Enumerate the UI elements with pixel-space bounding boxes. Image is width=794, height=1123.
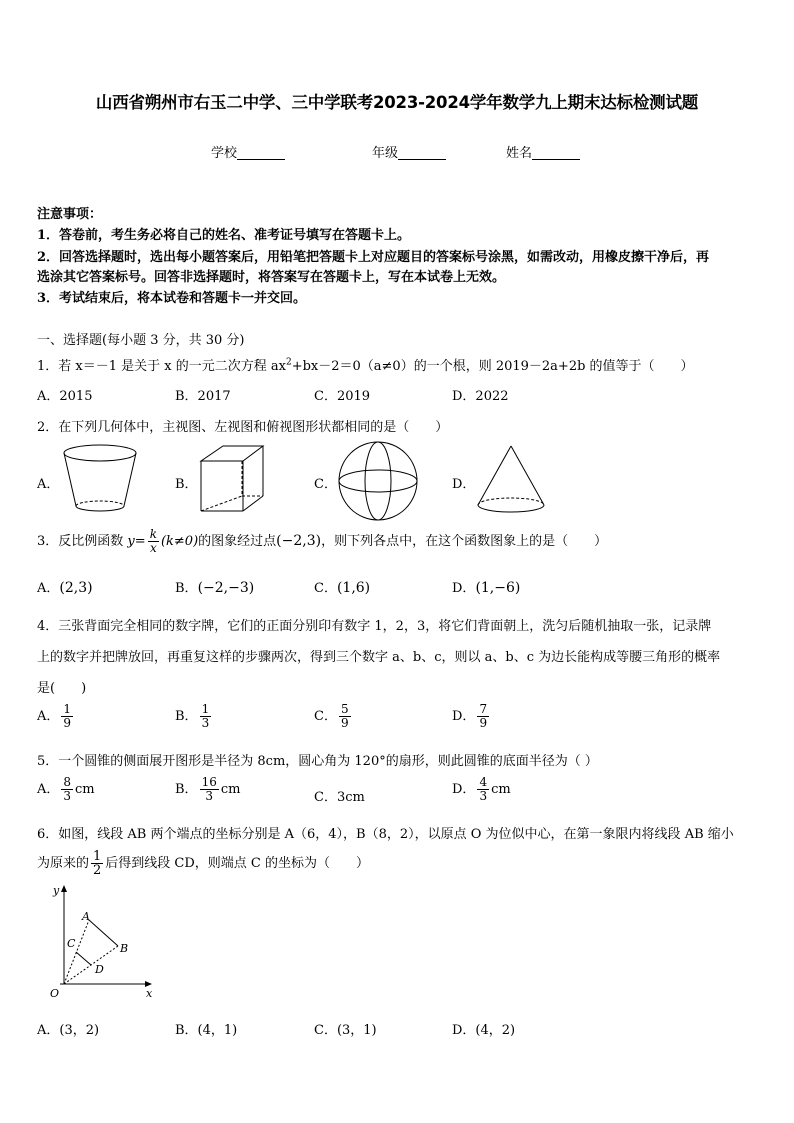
q1-sup: 2 [285,357,292,368]
q5-stem: 5．一个圆锥的侧面展开图形是半径为 8cm，圆心角为 120°的扇形，则此圆锥的底面半径为（ ） [37,754,598,769]
q6-frac [91,850,103,877]
q3-d-label: D． [452,581,476,596]
q5-d-unit: cm [491,782,511,797]
sphere-figure [334,441,422,523]
q6-line-2a: 为原来的 [37,856,90,871]
q4-option-c [314,703,353,730]
q3-option-d [452,577,520,596]
notice-item-3: 3．考试结束后，将本试卷和答题卡一并交回。 [37,291,307,306]
q3-b-label: B． [175,581,198,596]
q3-d-value: (1,−6) [475,580,521,596]
q4-a-den: 9 [63,716,72,730]
q3-fraction [148,528,159,555]
school-blank [237,145,285,160]
q6-den: 2 [93,863,102,878]
name-label: 姓名 [506,146,533,161]
q5-d-num: 4 [479,775,488,789]
q3-b-value: (−2,−3) [197,580,255,596]
q3-c-label: C． [314,581,337,596]
label-o: O [50,987,60,1000]
q4-line-3: 是( ) [37,681,87,696]
q6-num: 1 [93,849,102,864]
q4-a-num: 1 [63,702,72,716]
q6-line-2 [37,850,369,877]
q3-option-a [37,577,93,596]
q6-line-1: 6．如图，线段 AB 两个端点的坐标分别是 A（6，4），B（8，2），以原点 O 为位似中心，在第一象限内将线段 AB 缩小 [37,827,734,842]
q5-b-label: B． [175,782,198,797]
q5-a-label: A． [37,782,60,797]
label-x: x [146,987,153,1000]
prism-figure [196,443,276,515]
notice-item-2a: 2．回答选择题时，选出每小题答案后，用铅笔把答题卡上对应题目的答案标号涂黑，如需改动，用橡皮擦干净后，再 [37,250,710,265]
q3-stem-b: 的图象经过点 [198,534,277,549]
section-heading: 一、选择题(每小题 3 分，共 30 分) [37,333,245,348]
q3-stem [37,528,607,555]
q3-a-label: A． [37,581,60,596]
q5-b-den: 3 [205,789,214,803]
q4-a-label: A． [37,709,60,724]
q4-b-den: 3 [201,716,210,730]
q6-option-c: C．(3，1) [314,1023,377,1038]
q5-option-b [175,776,240,803]
q3-den: x [149,541,157,555]
grade-field [372,142,446,161]
q5-a-frac [61,776,73,803]
q3-c-value: (1,6) [336,580,371,596]
q5-b-unit: cm [220,782,241,797]
q5-option-c: C．3cm [314,790,365,805]
grade-label: 年级 [372,146,399,161]
notice-heading: 注意事项： [37,207,103,222]
q6-option-b: B．(4，1) [175,1023,238,1038]
school-field [211,142,285,161]
q5-a-num: 8 [63,775,72,789]
q5-d-label: D． [452,782,476,797]
q2-option-d: D． [452,477,476,492]
notice-item-1: 1．答卷前，考生务必将自己的姓名、准考证号填写在答题卡上。 [37,228,411,243]
q4-c-frac [339,703,351,730]
q1-stem-a: 1．若 x＝－1 是关于 x 的一元二次方程 ax [37,359,286,374]
name-field [506,142,580,161]
grade-blank [398,145,446,160]
q4-a-frac [61,703,73,730]
notice-item-2b: 选涂其它答案标号。回答非选择题时，将答案写在答题卡上，写在本试卷上无效。 [37,270,506,285]
q4-c-den: 9 [340,716,349,730]
q3-a-value: (2,3) [59,580,93,596]
q1-option-b: B．2017 [175,389,231,404]
q6-option-a: A．(3，2) [37,1023,100,1038]
q3-option-c [314,577,370,596]
q4-line-1: 4．三张背面完全相同的数字牌，它们的正面分别印有数字 1，2，3，将它们背面朝上，洗匀后随机抽取一张，记录牌 [37,619,712,634]
q3-cond: (k≠0) [160,534,199,549]
label-a: A [82,910,90,923]
q4-c-num: 5 [340,702,349,716]
student-info [0,142,794,162]
q3-point: (−2,3) [276,533,322,549]
q5-d-frac [477,776,489,803]
q1-option-c: C．2019 [314,389,371,404]
q3-num: k [149,527,157,541]
q3-stem-a: 3．反比例函数 [37,534,124,549]
q5-d-den: 3 [479,789,488,803]
label-b: B [120,942,129,955]
q2-option-c: C． [314,477,337,492]
q3-stem-c: ，则下列各点中，在这个函数图象上的是（ ） [321,534,608,549]
q4-option-b [175,703,213,730]
q3-eq: = [134,534,146,549]
q3-option-b [175,577,254,596]
q1-option-d: D．2022 [452,389,509,404]
q6-option-d: D．(4，2) [452,1023,516,1038]
q4-b-num: 1 [201,702,210,716]
bucket-figure [60,443,142,515]
cone-figure [473,443,549,515]
q4-d-den: 9 [479,716,488,730]
q5-option-a [37,776,95,803]
q5-b-num: 16 [201,775,217,789]
q4-line-2: 上的数字并把牌放回，再重复这样的步骤两次，得到三个数字 a、b、c，则以 a、b、c 为边长能构成等腰三角形的概率 [37,650,721,665]
q5-a-unit: cm [75,782,95,797]
q5-a-den: 3 [63,789,72,803]
school-label: 学校 [211,146,238,161]
q2-option-b: B． [175,477,198,492]
q2-option-a: A． [37,477,60,492]
q6-line-2b: 后得到线段 CD，则端点 C 的坐标为（ ） [105,856,370,871]
q4-option-d [452,703,491,730]
name-blank [532,145,580,160]
coordinate-figure [44,884,160,1004]
q4-d-num: 7 [479,702,488,716]
q1-stem [37,355,694,374]
q3-y: y [127,534,135,549]
q1-stem-b: +bx－2＝0（a≠0）的一个根，则 2019－2a+2b 的值等于（ ） [291,359,694,374]
q4-option-a [37,703,75,730]
q4-d-frac [477,703,489,730]
q4-c-label: C． [314,709,337,724]
label-y: y [53,884,60,897]
q5-b-frac [200,776,219,803]
q4-b-label: B． [175,709,198,724]
page-title: 山西省朔州市右玉二中学、三中学联考2023-2024学年数学九上期末达标检测试题 [95,93,699,112]
q4-b-frac [200,703,212,730]
q2-stem: 2．在下列几何体中，主视图、左视图和俯视图形状都相同的是（ ） [37,420,449,435]
q5-option-d [452,776,511,803]
label-c: C [67,937,76,950]
label-d: D [95,963,104,976]
q1-option-a: A．2015 [37,389,93,404]
q4-d-label: D． [452,709,476,724]
